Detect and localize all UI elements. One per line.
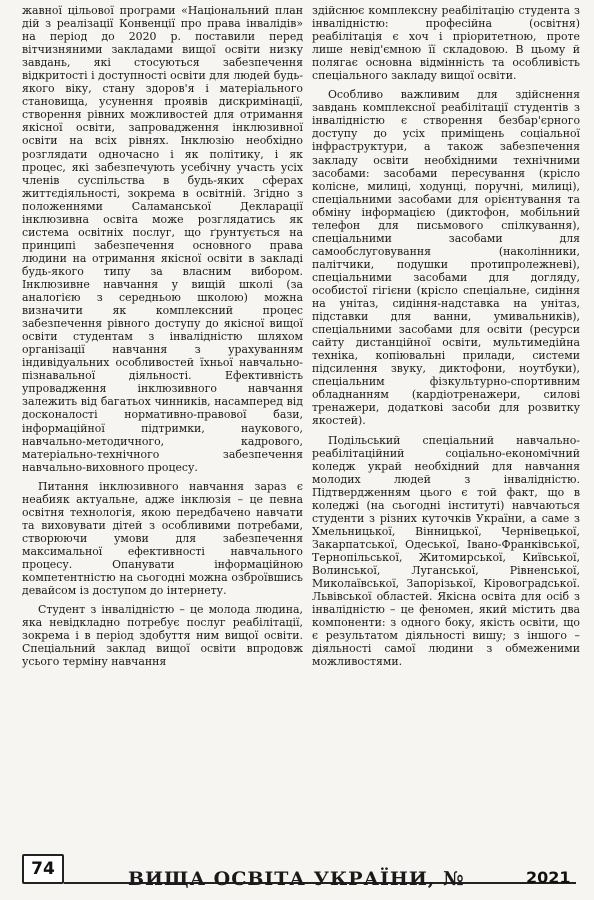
left-column <box>22 4 303 674</box>
page-number: 74 <box>22 854 64 884</box>
paragraph: Студент з інвалідністю – це молода людина, яка невідкладно потребує послуг реабілітації, зокрема і в період здобуття ним вищої освіти. Спеціальний заклад вищої освіти впродовж усього терміну навчання <box>22 603 303 669</box>
paragraph: Питання інклюзивного навчання зараз є неабияк актуальне, адже інклюзія – це певна освітня технологія, якою передбачено навчати та виховувати дітей з особливими потребами, створюючи умови для забезпечення максимальної ефективності навчального процесу. Опанувати інформаційною компетентністю на сьогодні можна озброївшись девайсом із доступом до інтернету. <box>22 479 303 598</box>
issue-year: 2021 <box>526 868 571 887</box>
paragraph: Подільський спеціальний навчально-реабілітаційний соціально-економічний коледж украй необхідний для навчання молодих людей з інвалідністю. Підтвердженням цього є той факт, що в коледжі (на сьогодні інституті) навчаються студенти з різних куточків України, а саме з Хмельницької, Вінницької, Чернівецької, Закарпатської, Одеської, Івано-Франківської, Тернопільської, Житомирської, Київської, Волинської, Луганської, Рівненської, Миколаївської, Запорізької, Кіровоградської. Львівської областей. Якісна освіта для осіб з інвалідністю – це феномен, який містить два компоненти: з одного боку, якість освіти, що є результатом діяльності вишу; з іншого – діяльності самої людини з обмеженими можливостями. <box>312 433 580 669</box>
page-footer <box>0 848 594 900</box>
paragraph: жавної цільової програми «Національний план дій з реалізації Конвенції про права інвалідів» на період до 2020 р. поставили перед вітчизняними закладами вищої освіти низку завдань, які стосуються забезпечення відкритості і доступності освіти для людей будь-якого віку, стану здоров'я і матеріального становища, усунення проявів дискримінації, створення рівних можливостей для отримання якісної освіти, запровадження інклюзивної освіти на всіх рівнях. Інклюзію необхідно розглядати одночасно і як політику, і як процес, які забезпечують усебічну участь усіх членів суспільства в будь-яких сферах життєдіяльності, зокрема в освітній. Згідно з положеннями Саламанської Декларації інклюзивна освіта може розглядатись як система освітніх послуг, що ґрунтується на принципі забезпечення основного права людини на отримання якісної освіти в закладі будь-якого типу за власним вибором. Інклюзивне навчання у вищій школі (за аналогією з середньою школою) можна визначити як комплексний процес забезпечення рівного доступу до якісної вищої освіти студентам з інвалідністю шляхом організації навчання з урахуванням індивідуальних особливостей їхньої навчально-пізнавальної діяльності. Ефективність упровадження інклюзивного навчання залежить від багатьох чинників, насамперед від досконалості нормативно-правової бази, інформаційної підтримки, наукового, навчально-методичного, кадрового, матеріально-технічного забезпечення навчально-виховного процесу. <box>22 4 303 474</box>
right-column <box>312 4 580 674</box>
journal-title: ВИЩА ОСВІТА УКРАЇНИ, № <box>128 868 465 890</box>
paragraph: Особливо важливим для здійснення завдань комплексної реабілітації студентів з інвалідністю є створення безбар'єрного доступу до усіх приміщень соціальної інфраструктури, а також забезпечення закладу освіти необхідними технічними засобами: засобами пересування (крісло колісне, милиці, ходунці, поручні, милиці), спеціальними засобами для орієнтування та обміну інформацією (диктофон, мобільний телефон для письмового спілкування), спеціальними засобами для самообслуговування (наколінники, палітчики, подушки протипролежневі), спеціальними засобами для догляду, особистої гігієни (крісло спеціальне, сидіння на унітаз, сидіння-надставка на унітаз, підставки для ванни, умивальників), спеціальними засобами для освіти (ресурси сайту дистанційної освіти, мультимедійна техніка, копіювальні прилади, системи підсилення звуку, диктофони, ноутбуки), спеціальним фізкультурно-спортивним обладнанням (кардіотренажери, силові тренажери, додаткові засоби для розвитку якостей). <box>312 88 580 428</box>
paragraph: здійснює комплексну реабілітацію студента з інвалідністю: професійна (освітня) реабілітація є хоч і пріоритетною, проте лише невід'ємною її складовою. В цьому й полягає основна відмінність та особливість спеціального закладу вищої освіти. <box>312 4 580 83</box>
